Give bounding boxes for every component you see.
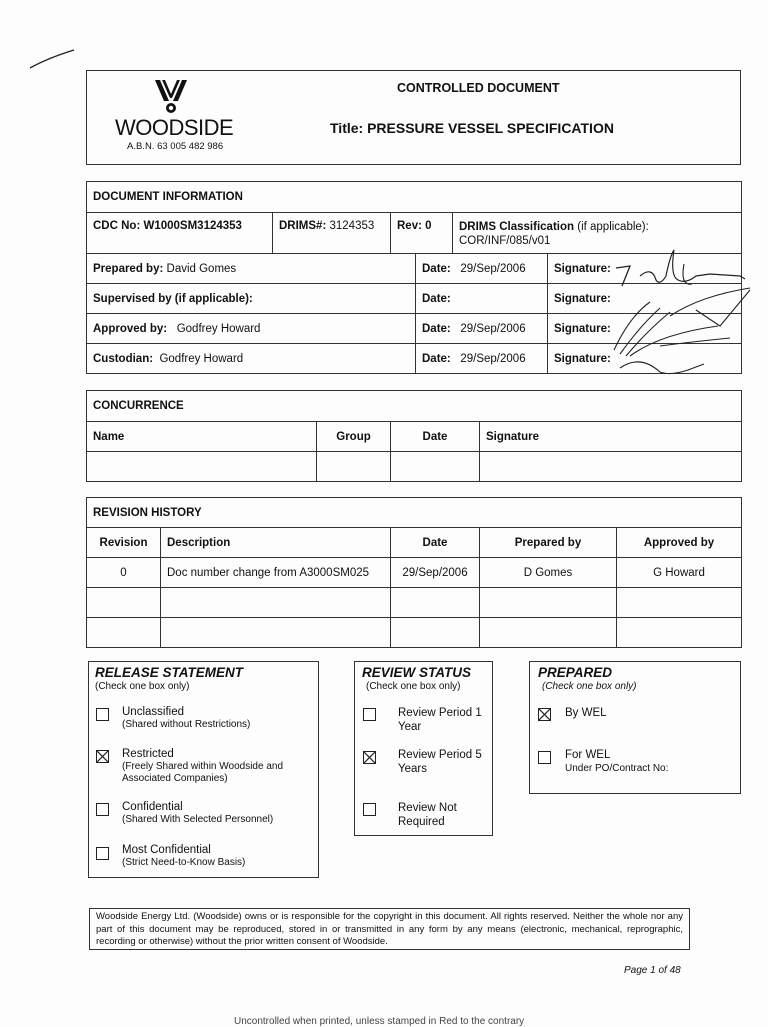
confidential-label: Confidential [122, 801, 183, 813]
review-status-box [354, 661, 493, 836]
rev-col-description: Description [161, 528, 391, 558]
check-x-icon [97, 751, 108, 762]
header-box [86, 70, 741, 165]
supervised-by-row: Supervised by (if applicable): Date: Signature: [87, 284, 742, 314]
controlled-document-label: CONTROLLED DOCUMENT [397, 81, 560, 95]
cdc-cell: CDC No: W1000SM3124353 [87, 213, 273, 254]
approved-by-date: 29/Sep/2006 [460, 322, 526, 335]
review-not-required-label: Review Not Required [398, 802, 457, 828]
for-wel-checkbox[interactable] [538, 751, 551, 764]
prepared-box [529, 661, 741, 794]
release-subtitle: (Check one box only) [95, 681, 190, 692]
review-subtitle: (Check one box only) [366, 681, 461, 692]
prepared-subtitle: (Check one box only) [542, 681, 637, 692]
concurrence-col-group: Group [317, 422, 391, 452]
rev-col-revision: Revision [87, 528, 161, 558]
for-wel-label: For WEL [565, 749, 611, 761]
handwritten-signatures [600, 246, 760, 382]
restricted-note: (Freely Shared within Woodside and Associated Companies) [122, 761, 284, 784]
by-wel-checkbox[interactable] [538, 708, 551, 721]
most-confidential-label: Most Confidential [122, 844, 211, 856]
approved-by-name: Godfrey Howard [176, 322, 261, 335]
most-confidential-note: (Strict Need-to-Know Basis) [122, 857, 246, 868]
confidential-checkbox[interactable] [96, 803, 109, 816]
review-5-years-label: Review Period 5 Years [398, 749, 482, 775]
doc-info-heading: DOCUMENT INFORMATION [87, 182, 742, 213]
concurrence-table [86, 390, 742, 482]
concurrence-col-name: Name [87, 422, 317, 452]
for-wel-note: Under PO/Contract No: [565, 763, 669, 774]
review-not-required-checkbox[interactable] [363, 803, 376, 816]
woodside-logo [151, 77, 191, 115]
restricted-label: Restricted [122, 748, 174, 760]
review-1-year-label: Review Period 1 Year [398, 707, 482, 733]
company-name: WOODSIDE [115, 115, 234, 140]
copyright-text: Woodside Energy Ltd. (Woodside) owns or is responsible for the copyright in this document. All rights reserved. Neither the whole nor any part of this document may be reproduced, stored in or transmitted in any form by any means (electronic, mechanical, reprographic, recording or otherwise) without the prior written consent of Woodside. [96, 911, 683, 947]
copyright-notice [89, 908, 690, 950]
document-information-table [86, 181, 742, 254]
table-row [87, 618, 742, 648]
concurrence-col-signature: Signature [480, 422, 742, 452]
concurrence-empty-row [87, 452, 742, 482]
release-title: RELEASE STATEMENT [95, 665, 244, 680]
prepared-by-name: David Gomes [166, 262, 237, 275]
release-statement-box [88, 661, 319, 878]
revision-history-table [86, 497, 742, 648]
rev-col-approved: Approved by [617, 528, 742, 558]
classification-value: COR/INF/085/v01 [459, 235, 551, 247]
footer-note: Uncontrolled when printed, unless stamped in Red to the contrary [234, 1016, 525, 1027]
cdc-value: W1000SM3124353 [143, 220, 242, 232]
rev-cell: Rev: 0 [391, 213, 453, 254]
classification-cell: DRIMS Classification (if applicable): COR/INF/085/v01 [453, 213, 742, 254]
prepared-by-date: 29/Sep/2006 [460, 262, 526, 275]
concurrence-heading: CONCURRENCE [87, 391, 742, 422]
review-5-years-checkbox[interactable] [363, 751, 376, 764]
abn-number: A.B.N. 63 005 482 986 [127, 141, 224, 152]
review-1-year-checkbox[interactable] [363, 708, 376, 721]
check-x-icon [539, 709, 550, 720]
approved-by-row: Approved by: Godfrey Howard Date: 29/Sep/2006 Signature: [87, 314, 742, 344]
by-wel-label: By WEL [565, 707, 607, 719]
most-confidential-checkbox[interactable] [96, 847, 109, 860]
prepared-by-row: Prepared by: David Gomes Date: 29/Sep/2006 Signature: [87, 254, 742, 284]
confidential-note: (Shared With Selected Personnel) [122, 814, 274, 825]
unclassified-label: Unclassified [122, 706, 184, 718]
drims-cell: DRIMS#: 3124353 [273, 213, 391, 254]
document-title: Title: PRESSURE VESSEL SPECIFICATION [330, 120, 614, 136]
unclassified-checkbox[interactable] [96, 708, 109, 721]
rev-value: 0 [425, 220, 432, 232]
page-number: Page 1 of 48 [624, 965, 681, 976]
review-title: REVIEW STATUS [362, 665, 472, 680]
check-x-icon [364, 752, 375, 763]
custodian-date: 29/Sep/2006 [460, 352, 526, 365]
custodian-name: Godfrey Howard [159, 352, 244, 365]
unclassified-note: (Shared without Restrictions) [122, 719, 251, 730]
concurrence-col-date: Date [391, 422, 480, 452]
revision-history-heading: REVISION HISTORY [87, 498, 742, 528]
restricted-checkbox[interactable] [96, 750, 109, 763]
prepared-title: PREPARED [538, 665, 613, 680]
rev-col-date: Date [391, 528, 480, 558]
drims-value: 3124353 [329, 220, 375, 232]
table-row: 0 Doc number change from A3000SM025 29/Sep/2006 D Gomes G Howard [87, 558, 742, 588]
pen-mark [28, 46, 78, 72]
table-row [87, 588, 742, 618]
custodian-row: Custodian: Godfrey Howard Date: 29/Sep/2006 Signature: [87, 344, 742, 374]
rev-col-prepared: Prepared by [480, 528, 617, 558]
